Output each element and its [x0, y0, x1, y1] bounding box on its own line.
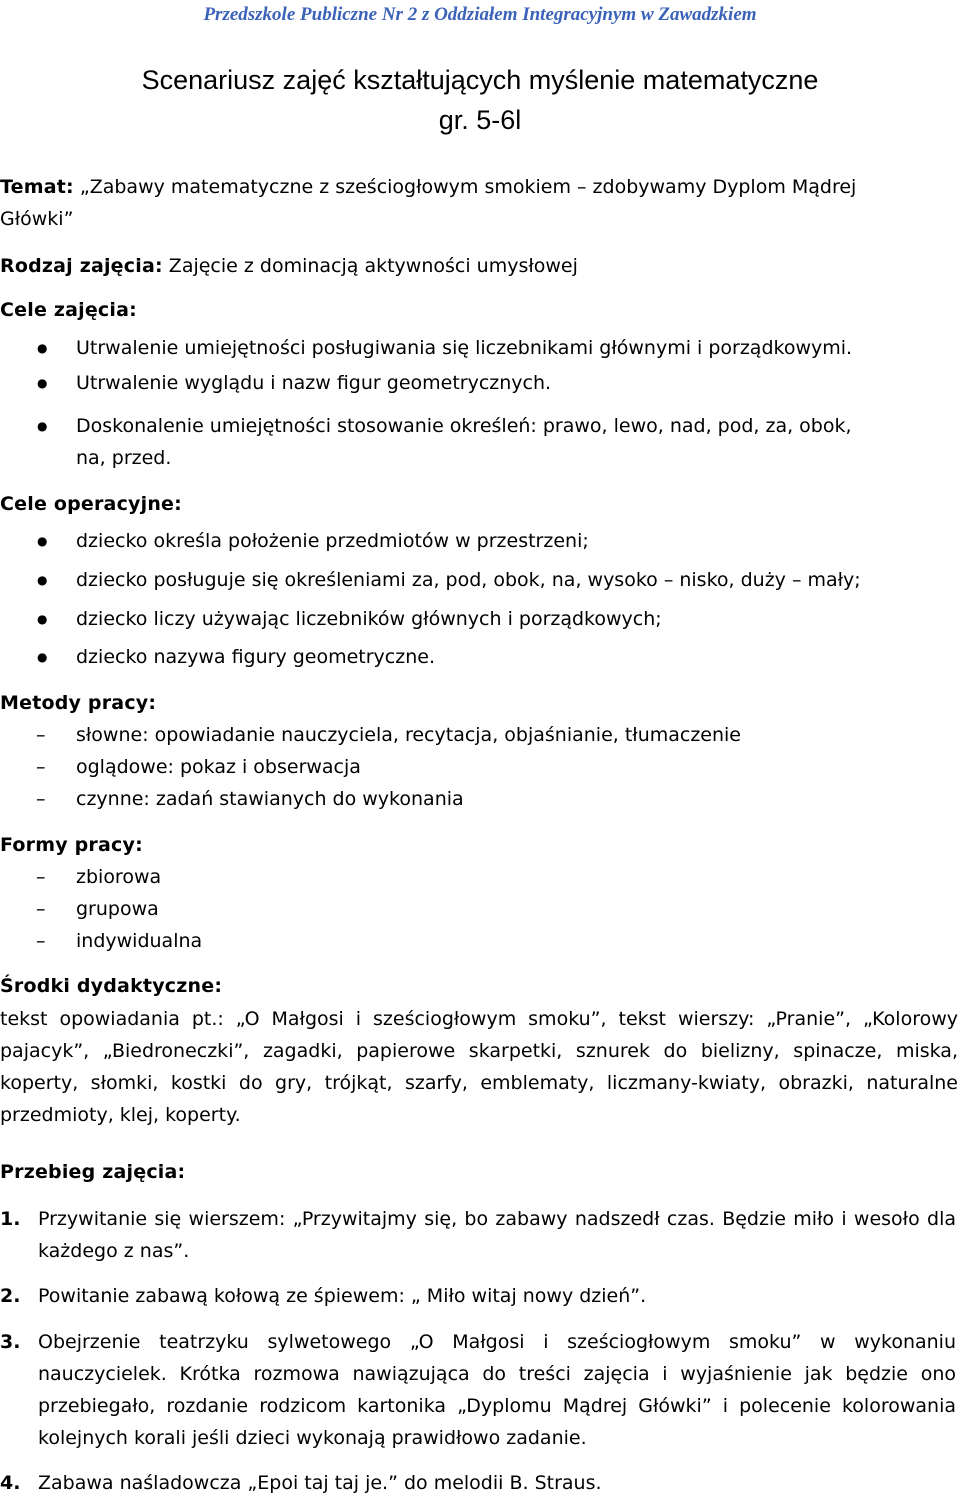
- step-text: Przywitanie się wierszem: „Przywitajmy się, bo zabawy nadszedł czas. Będzie miło i wesoło dla każdego z nas”.: [38, 1208, 956, 1262]
- srodki-text: tekst opowiadania pt.: „O Małgosi i sześciogłowym smoku”, tekst wierszy: „Pranie”, „Kolorowy pajacyk”, „Biedroneczki”, zagadki, papierowe skarpetki, sznurek do bielizny, spinacze, miska, koperty, słomki, kostki do gry, trójkąt, szarfy, emblematy, liczmany-kwiaty, obrazki, naturalne przedmioty, klej, koperty.: [0, 1008, 958, 1126]
- step-text: Powitanie zabawą kołową ze śpiewem: „ Miło witaj nowy dzień”.: [38, 1285, 647, 1307]
- bullet-icon: ●: [37, 534, 48, 548]
- document-title: Scenariusz zajęć kształtujących myślenie matematyczne: [141, 65, 819, 95]
- bullet-icon: ●: [37, 341, 48, 355]
- bullet-icon: ●: [37, 419, 48, 433]
- cele-item: Utrwalenie umiejętności posługiwania się liczebnikami głównymi i porządkowymi.: [76, 337, 853, 359]
- bullet-icon: ●: [37, 650, 48, 664]
- dash-icon: –: [36, 898, 46, 920]
- cele-item: Doskonalenie umiejętności stosowanie określeń: prawo, lewo, nad, pod, za, obok,: [76, 415, 852, 437]
- przebieg-label: Przebieg zajęcia:: [0, 1161, 186, 1183]
- step-number: 2.: [0, 1285, 21, 1307]
- temat-label: Temat:: [0, 176, 74, 198]
- bullet-icon: ●: [37, 573, 48, 587]
- step-text: Zabawa naśladowcza „Epoi taj taj je.” do melodii B. Straus.: [38, 1472, 602, 1494]
- metody-item: oglądowe: pokaz i obserwacja: [76, 756, 361, 778]
- temat-line: [0, 174, 856, 200]
- cele-oper-item: dziecko określa położenie przedmiotów w przestrzeni;: [76, 530, 589, 552]
- formy-item: grupowa: [76, 898, 159, 920]
- step-number: 1.: [0, 1208, 21, 1230]
- page-header: Przedszkole Publiczne Nr 2 z Oddziałem Integracyjnym w Zawadzkiem: [203, 4, 757, 25]
- formy-item: indywidualna: [76, 930, 203, 952]
- temat-text: „Zabawy matematyczne z sześciogłowym smokiem – zdobywamy Dyplom Mądrej: [73, 176, 857, 198]
- cele-item-cont: na, przed.: [76, 447, 172, 469]
- rodzaj-label: Rodzaj zajęcia:: [0, 255, 163, 277]
- dash-icon: –: [36, 866, 46, 888]
- cele-oper-item: dziecko nazywa figury geometryczne.: [76, 646, 435, 668]
- step-text: Obejrzenie teatrzyku sylwetowego „O Małgosi i sześciogłowym smoku” w wykonaniu nauczycielek. Krótka rozmowa nawiązująca do treści zajęcia i wyjaśnienie jak będzie ono przebiegało, rozdanie rodzicom kartonika „Dyplomu Mądrej Główki” i polecenie kolorowania kolejnych korali jeśli dzieci wykonają prawidłowo zadanie.: [38, 1331, 956, 1449]
- metody-item: słowne: opowiadanie nauczyciela, recytacja, objaśnianie, tłumaczenie: [76, 724, 741, 746]
- document-subtitle: gr. 5-6l: [438, 105, 522, 135]
- rodzaj-line: [0, 253, 578, 279]
- srodki-label: Środki dydaktyczne:: [0, 975, 223, 997]
- bullet-icon: ●: [37, 376, 48, 390]
- cele-label: Cele zajęcia:: [0, 299, 137, 321]
- formy-item: zbiorowa: [76, 866, 162, 888]
- step-number: 3.: [0, 1331, 21, 1353]
- bullet-icon: ●: [37, 612, 48, 626]
- cele-item: Utrwalenie wyglądu i nazw figur geometrycznych.: [76, 372, 552, 394]
- cele-oper-item: dziecko posługuje się określeniami za, pod, obok, na, wysoko – nisko, duży – mały;: [76, 569, 861, 591]
- metody-item: czynne: zadań stawianych do wykonania: [76, 788, 464, 810]
- dash-icon: –: [36, 724, 46, 746]
- step-number: 4.: [0, 1472, 21, 1494]
- metody-label: Metody pracy:: [0, 692, 157, 714]
- cele-oper-item: dziecko liczy używając liczebników głównych i porządkowych;: [76, 608, 662, 630]
- dash-icon: –: [36, 756, 46, 778]
- temat-text-cont: Główki”: [0, 208, 74, 230]
- rodzaj-text: Zajęcie z dominacją aktywności umysłowej: [162, 255, 578, 277]
- dash-icon: –: [36, 930, 46, 952]
- dash-icon: –: [36, 788, 46, 810]
- formy-label: Formy pracy:: [0, 834, 143, 856]
- cele-oper-label: Cele operacyjne:: [0, 493, 182, 515]
